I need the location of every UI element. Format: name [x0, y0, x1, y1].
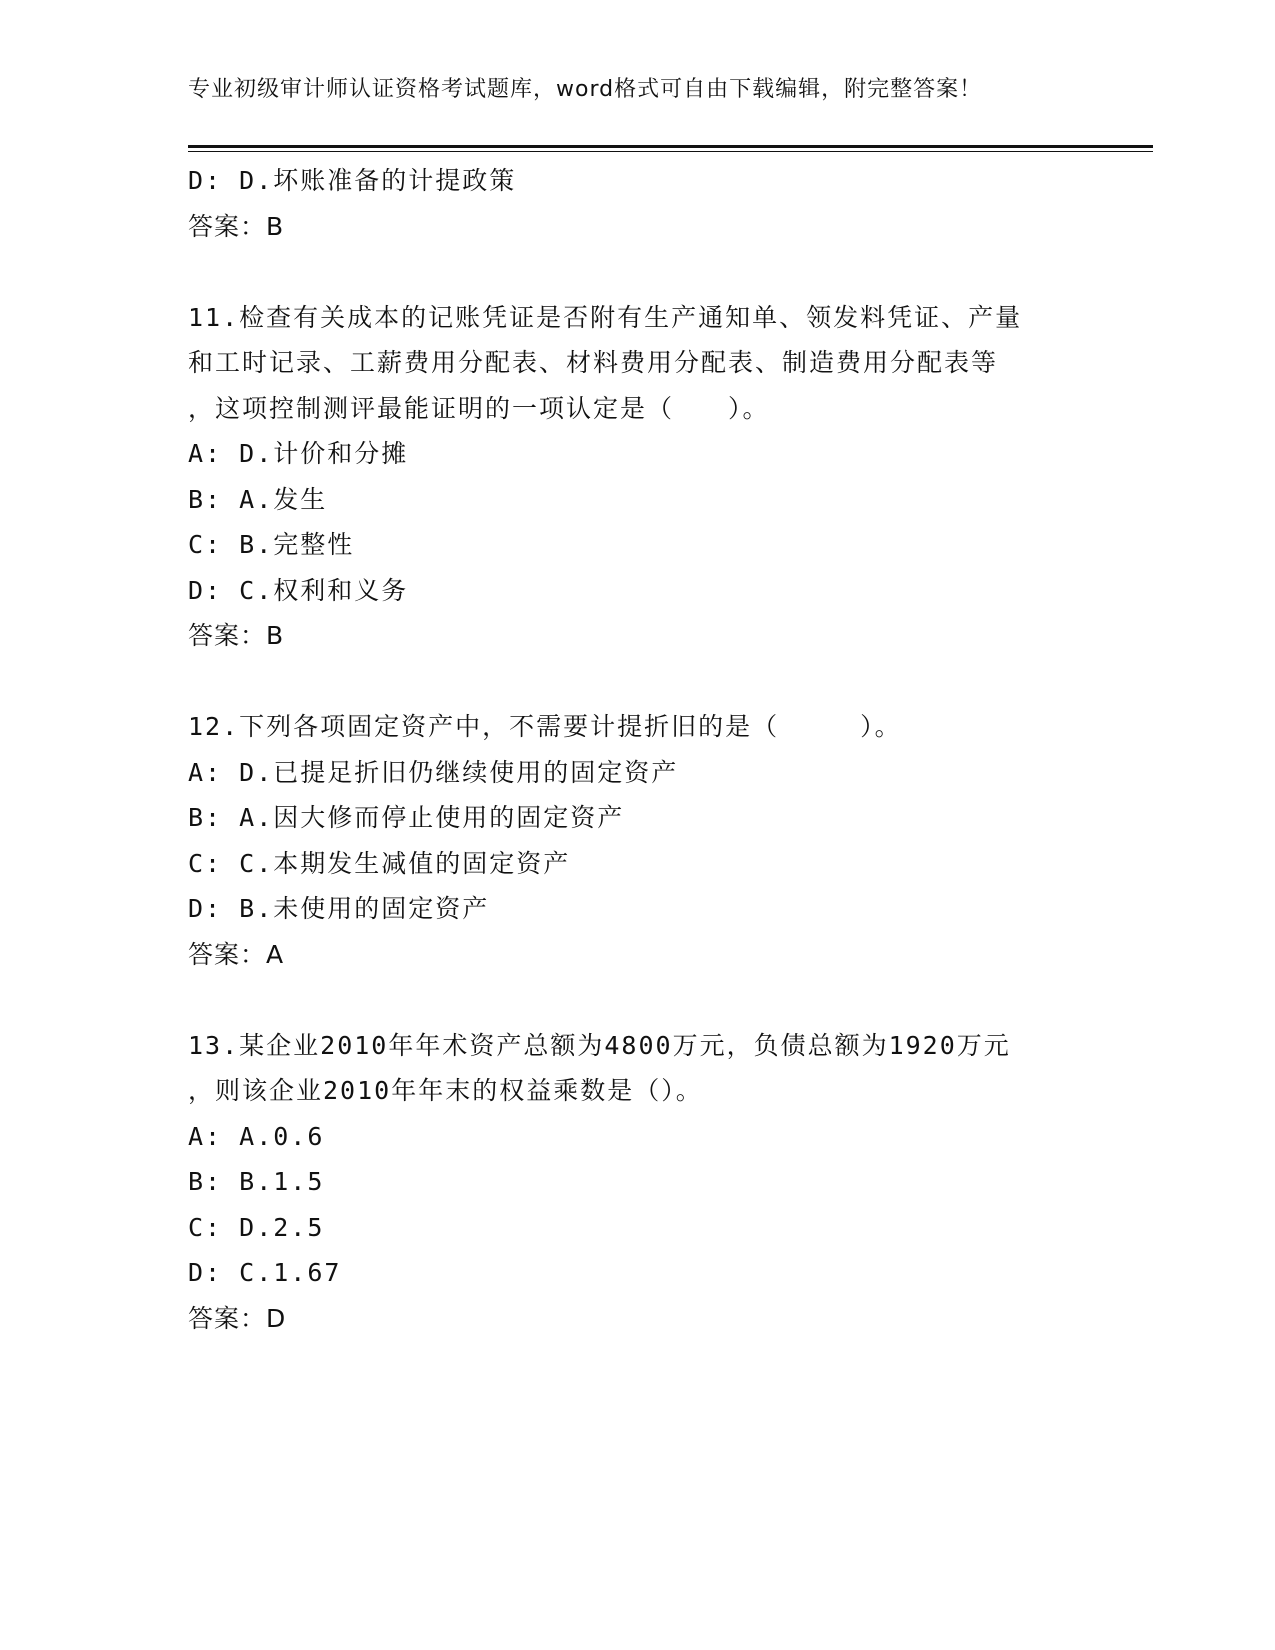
answer-line: 答案：A [188, 939, 285, 969]
option-d: D: D.坏账准备的计提政策 [188, 166, 517, 195]
option-c: C: C.本期发生减值的固定资产 [188, 848, 571, 878]
question-stem: 13.某企业2010年年术资产总额为4800万元，负债总额为1920万元 [188, 1030, 1011, 1060]
option-a: A: D.计价和分摊 [188, 439, 409, 468]
question-block-10-tail [188, 158, 1108, 249]
option-b: B: A.因大修而停止使用的固定资产 [188, 803, 625, 832]
question-stem: 和工时记录、工薪费用分配表、材料费用分配表、制造费用分配表等 [188, 348, 999, 377]
option-d: D: C.1.67 [188, 1258, 342, 1287]
header-divider-thin [188, 151, 1153, 152]
option-b: B: B.1.5 [188, 1167, 325, 1196]
question-stem: 11.检查有关成本的记账凭证是否附有生产通知单、领发料凭证、产量 [188, 302, 1023, 332]
page-header: 专业初级审计师认证资格考试题库，word格式可自由下载编辑，附完整答案！ [188, 77, 983, 102]
question-block-11 [188, 295, 1108, 659]
option-d: D: C.权利和义务 [188, 575, 409, 605]
option-d: D: B.未使用的固定资产 [188, 894, 490, 923]
question-block-12 [188, 704, 1108, 977]
option-b: B: A.发生 [188, 484, 328, 514]
spacer [188, 659, 1108, 705]
option-a: A: A.0.6 [188, 1121, 325, 1151]
question-stem: ，则该企业2010年年末的权益乘数是（）。 [188, 1076, 703, 1105]
document-body [188, 158, 1108, 1341]
question-stem: 12.下列各项固定资产中，不需要计提折旧的是（ ）。 [188, 712, 902, 741]
header-divider [188, 145, 1153, 148]
answer-line: 答案：B [188, 621, 285, 650]
spacer [188, 977, 1108, 1023]
option-a: A: D.已提足折旧仍继续使用的固定资产 [188, 757, 679, 787]
option-c: C: D.2.5 [188, 1212, 325, 1242]
answer-line: 答案：B [188, 211, 285, 241]
question-block-13 [188, 1023, 1108, 1342]
answer-line: 答案：D [188, 1303, 287, 1333]
option-c: C: B.完整性 [188, 530, 355, 559]
spacer [188, 249, 1108, 295]
question-stem: ，这项控制测评最能证明的一项认定是（ ）。 [188, 393, 770, 423]
